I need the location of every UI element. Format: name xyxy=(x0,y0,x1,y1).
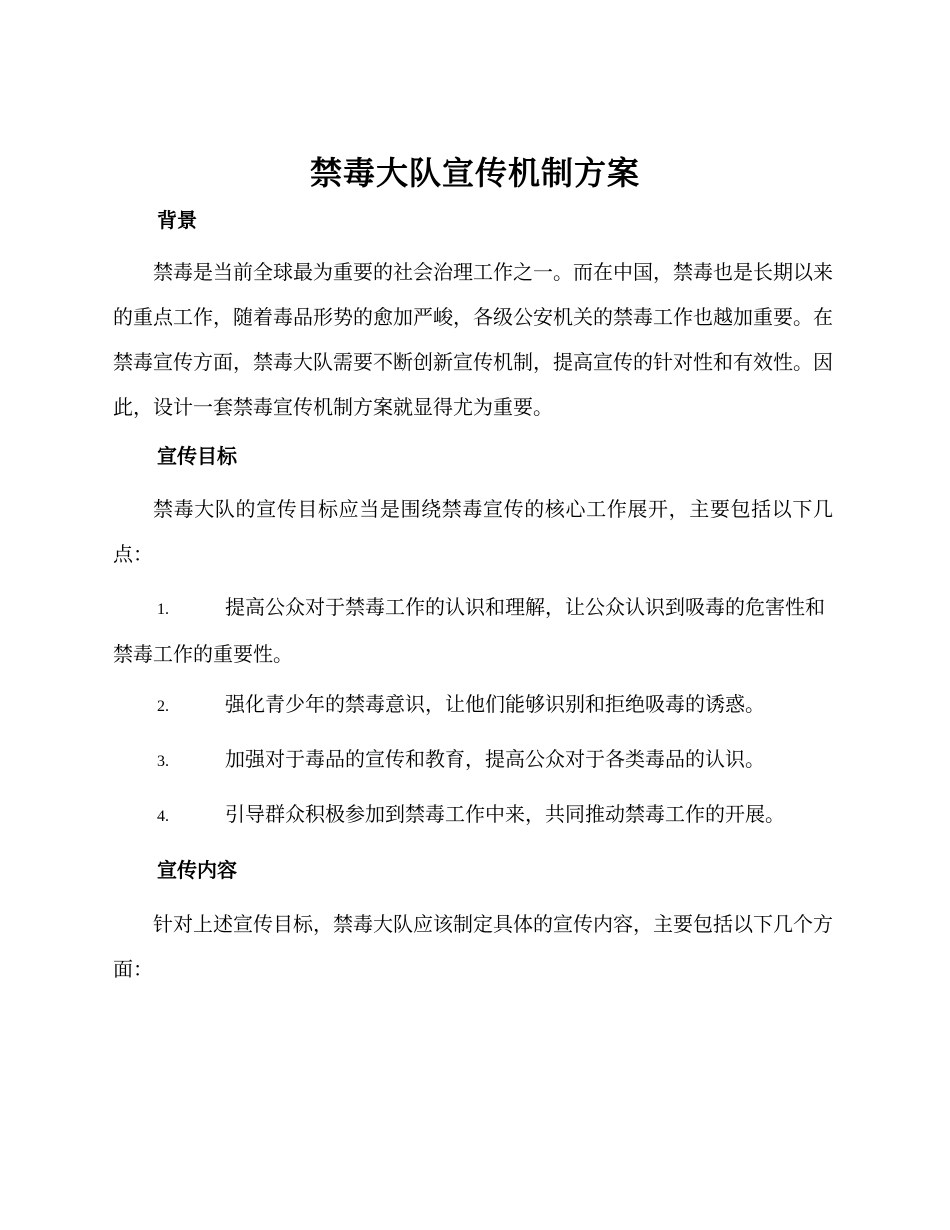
section-paragraph-content: 针对上述宣传目标，禁毒大队应该制定具体的宣传内容，主要包括以下几个方面： xyxy=(113,912,833,981)
section-paragraph-background: 禁毒是当前全球最为重要的社会治理工作之一。而在中国，禁毒也是长期以来的重点工作，随着毒品形势的愈加严峻，各级公安机关的禁毒工作也越加重要。在禁毒宣传方面，禁毒大队需要不断创新宣传机制，提高宣传的针对性和有效性。因此，设计一套禁毒宣传机制方案就显得尤为重要。 xyxy=(113,260,833,419)
list-item xyxy=(113,585,833,677)
list-item-text: 提高公众对于禁毒工作的认识和理解，让公众认识到吸毒的危害性和禁毒工作的重要性。 xyxy=(113,595,825,666)
list-item-number: 2. xyxy=(157,698,169,715)
list-item-number: 4. xyxy=(157,808,169,825)
list-item-text: 引导群众积极参加到禁毒工作中来，共同推动禁毒工作的开展。 xyxy=(225,802,785,826)
section-paragraph-goals: 禁毒大队的宣传目标应当是围绕禁毒宣传的核心工作展开，主要包括以下几点： xyxy=(113,497,833,566)
list-item-text: 强化青少年的禁毒意识，让他们能够识别和拒绝吸毒的诱惑。 xyxy=(225,692,765,716)
section-heading-goals: 宣传目标 xyxy=(157,444,237,468)
section-heading-background: 背景 xyxy=(157,208,197,232)
list-item xyxy=(113,682,833,729)
document-title: 禁毒大队宣传机制方案 xyxy=(309,154,640,192)
list-item-text: 加强对于毒品的宣传和教育，提高公众对于各类毒品的认识。 xyxy=(225,747,765,771)
list-item-number: 1. xyxy=(157,601,169,618)
list-item xyxy=(113,792,833,839)
list-item-number: 3. xyxy=(157,753,169,770)
list-item xyxy=(113,737,833,784)
section-heading-content: 宣传内容 xyxy=(157,858,237,882)
